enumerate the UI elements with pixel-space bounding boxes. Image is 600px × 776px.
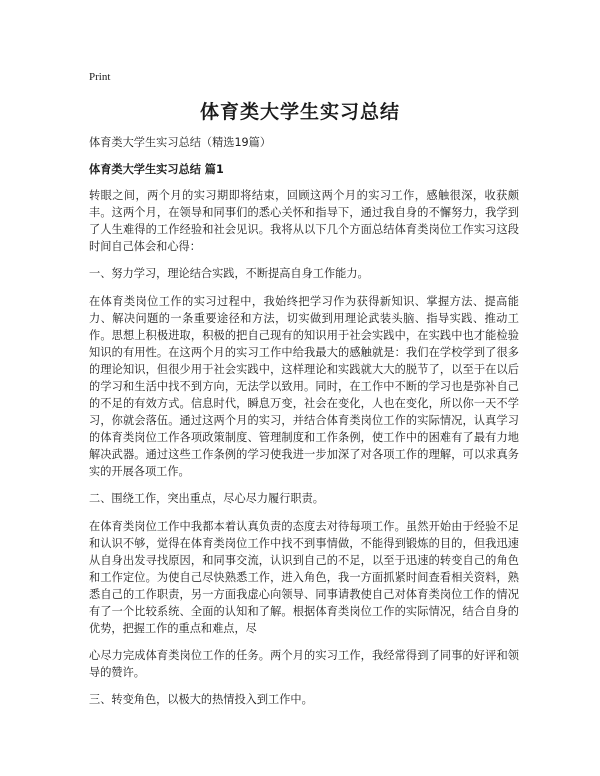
document-subtitle: 体育类大学生实习总结（精选19篇） — [89, 136, 272, 149]
document-body — [89, 134, 519, 719]
point-heading-1: 一、努力学习，理论结合实践，不断提高自身工作能力。 — [89, 267, 369, 280]
section-heading: 体育类大学生实习总结 篇1 — [89, 163, 224, 176]
print-link[interactable]: Print — [89, 71, 111, 83]
paragraph-2: 在体育类岗位工作中我都本着认真负责的态度去对待每项工作。虽然开始由于经验不足和认识不够，觉得在体育类岗位工作中找不到事情做，不能得到锻炼的目的，但我迅速从自身出发寻找原因，和同事交流，认识到自己的不足，以至于迅速的转变自己的角色和工作定位。为使自己尽快熟悉工作，进入角色，我一方面抓紧时间查看相关资料，熟悉自己的工作职责，另一方面我虚心向领导、同事请教使自己对体育类岗位工作的情况有了一个比较系统、全面的认知和了解。根据体育类岗位工作的实际情况，结合自身的优势，把握工作的重点和难点，尽 — [89, 520, 519, 635]
point-heading-3: 三、转变角色，以极大的热情投入到工作中。 — [89, 693, 313, 706]
paragraph-2-continued: 心尽力完成体育类岗位工作的任务。两个月的实习工作，我经常得到了同事的好评和领导的赞许。 — [89, 649, 519, 679]
point-heading-2: 二、围绕工作，突出重点，尽心尽力履行职责。 — [89, 492, 324, 505]
page-title: 体育类大学生实习总结 — [199, 101, 400, 123]
paragraph-1: 在体育类岗位工作的实习过程中，我始终把学习作为获得新知识、掌握方法、提高能力、解决问题的一条重要途径和方法，切实做到用理论武装头脑、指导实践、推动工作。思想上积极进取，积极的把自己现有的知识用于社会实践中，在实践中也才能检验知识的有用性。在这两个月的实习工作中给我最大的感触就是：我们在学校学到了很多的理论知识，但很少用于社会实践中，这样理论和实践就大大的脱节了，以至于在以后的学习和生活中找不到方向，无法学以致用。同时，在工作中不断的学习也是弥补自己的不足的有效方式。信息时代，瞬息万变，社会在变化，人也在变化，所以你一天不学习，你就会落伍。通过这两个月的实习，并结合体育类岗位工作的实际情况，认真学习的体育类岗位工作各项政策制度、管理制度和工作条例，使工作中的困难有了最有力地解决武器。通过这些工作条例的学习使我进一步加深了对各项工作的理解，可以求真务实的开展各项工作。 — [89, 295, 519, 478]
paragraph-intro: 转眼之间，两个月的实习期即将结束，回顾这两个月的实习工作，感触很深，收获颇丰。这两个月，在领导和同事们的悉心关怀和指导下，通过我自身的不懈努力，我学到了人生难得的工作经验和社会见识。我将从以下几个方面总结体育类岗位工作实习这段时间自己体会和心得： — [89, 189, 519, 253]
